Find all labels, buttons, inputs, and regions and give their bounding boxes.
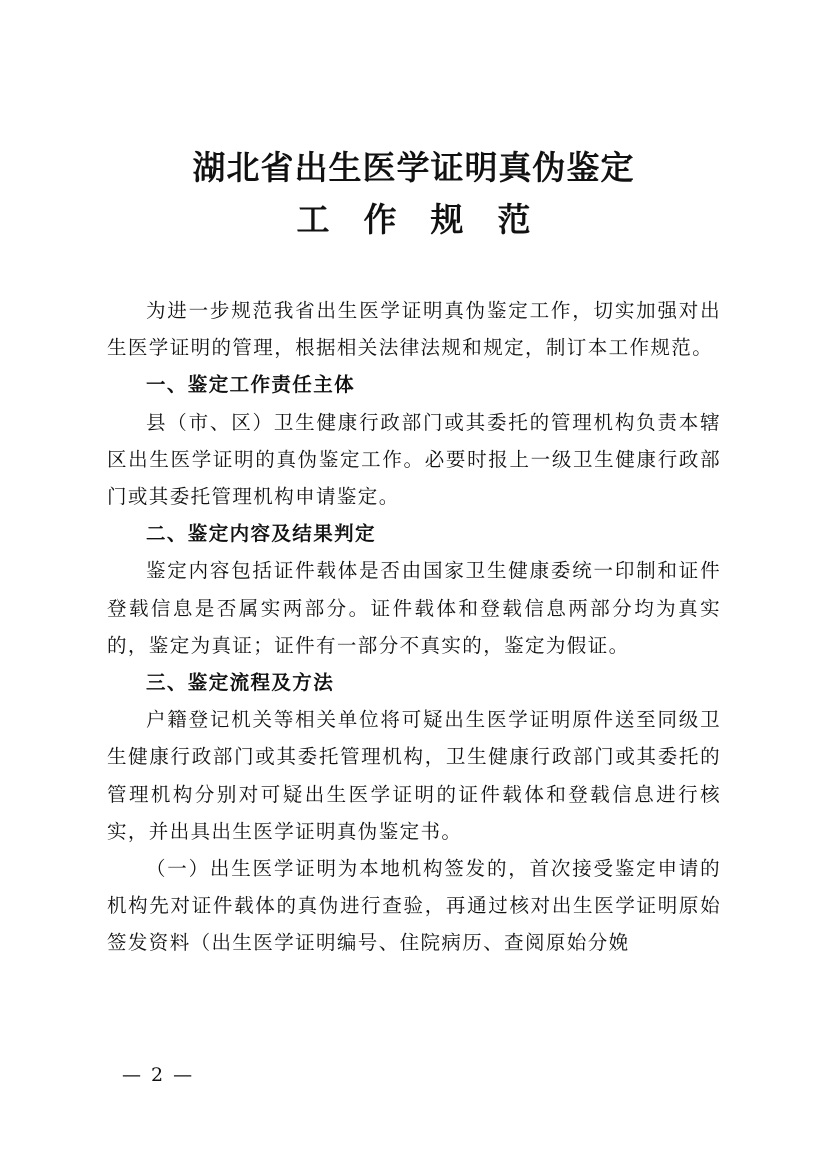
document-title: 湖北省出生医学证明真伪鉴定 xyxy=(192,148,635,187)
section-paragraph-1: 县（市、区）卫生健康行政部门或其委托的管理机构负责本辖区出生医学证明的真伪鉴定工作。必要时报上一级卫生健康行政部门或其委托管理机构申请鉴定。 xyxy=(107,410,721,509)
page-number: — 2 — xyxy=(122,1064,195,1086)
document-subtitle: 工作规范 xyxy=(296,200,565,239)
section-3-item-1: （一）出生医学证明为本地机构签发的，首次接受鉴定申请的机构先对证件载体的真伪进行查验，再通过核对出生医学证明原始签发资料（出生医学证明编号、住院病历、查阅原始分娩 xyxy=(107,857,721,955)
section-paragraph-2: 鉴定内容包括证件载体是否由国家卫生健康委统一印制和证件登载信息是否属实两部分。证件载体和登载信息两部分均为真实的，鉴定为真证；证件有一部分不真实的，鉴定为假证。 xyxy=(107,559,721,657)
intro-paragraph: 为进一步规范我省出生医学证明真伪鉴定工作，切实加强对出生医学证明的管理，根据相关法律法规和规定，制订本工作规范。 xyxy=(107,299,721,360)
section-heading-3: 三、鉴定流程及方法 xyxy=(146,671,335,695)
document-body xyxy=(107,292,721,962)
section-heading-1: 一、鉴定工作责任主体 xyxy=(146,373,356,397)
section-heading-2: 二、鉴定内容及结果判定 xyxy=(146,522,376,546)
title-block xyxy=(0,145,827,243)
section-paragraph-3: 户籍登记机关等相关单位将可疑出生医学证明原件送至同级卫生健康行政部门或其委托管理机构，卫生健康行政部门或其委托的管理机构分别对可疑出生医学证明的证件载体和登载信息进行核实，并出具出生医学证明真伪鉴定书。 xyxy=(107,708,721,843)
